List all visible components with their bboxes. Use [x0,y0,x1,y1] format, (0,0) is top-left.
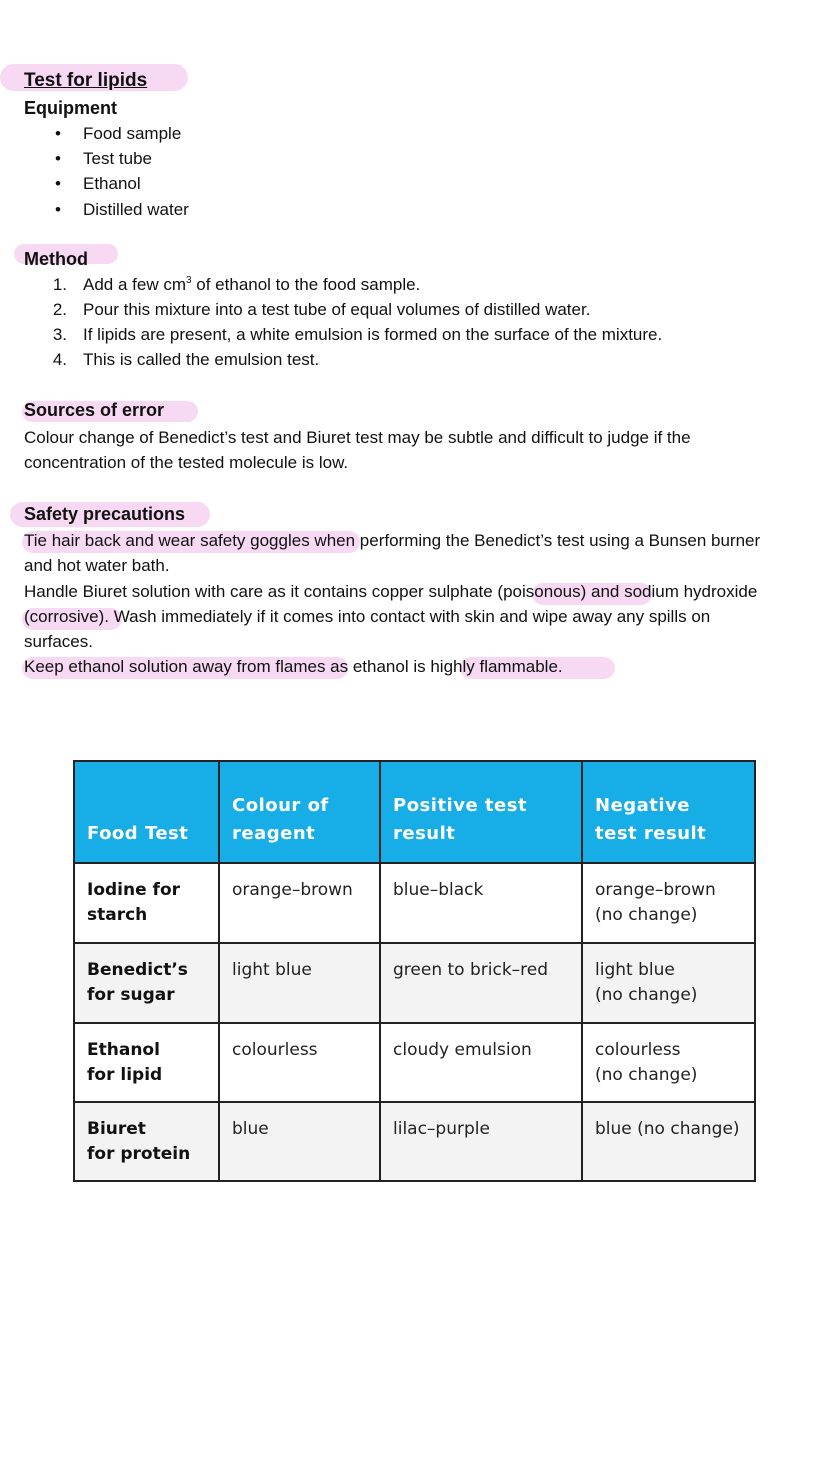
table-cell [582,1023,755,1102]
list-item: • Distilled water [83,197,189,222]
paragraph-line: (corrosive). Wash immediately if it comes into contact with skin and wipe away any spills on [24,607,711,626]
list-item [45,297,590,322]
step-text: This is called the emulsion test. [83,350,320,369]
cell-text: light blue [232,960,312,980]
paragraph-line: Handle Biuret solution with care as it contains copper sulphate (poisonous) and sodium hydroxide [24,582,758,601]
table-cell [74,1102,219,1181]
header-text: Food Test [87,823,189,844]
step-text: If lipids are present, a white emulsion is formed on the surface of the mixture. [83,325,663,344]
cell-text: for lipid [87,1065,163,1085]
table-cell [219,863,380,943]
cell-text: orange–brown [232,880,353,900]
header-text: result [393,823,456,844]
header-colour-of-reagent [219,761,380,863]
cell-text: blue–black [393,880,484,900]
paragraph-line: concentration of the tested molecule is low. [24,453,349,472]
cell-text: (no change) [595,1065,698,1085]
step-number: 3. [52,325,67,344]
table-cell [380,863,582,943]
table-cell [74,943,219,1023]
table-cell [74,863,219,943]
paragraph-line: Keep ethanol solution away from flames as ethanol is highly flammable. [24,657,563,676]
step-text: Pour this mixture into a test tube of equal volumes of distilled water. [83,300,591,319]
table-cell [380,1102,582,1181]
header-text: reagent [232,823,316,844]
step-number: 4. [52,350,67,369]
table-header-row [74,761,755,863]
cell-text: Iodine for [87,880,181,900]
list-item [45,322,662,347]
list-item [45,272,420,297]
cell-text: for sugar [87,985,175,1005]
cell-text: (no change) [595,905,698,925]
safety-heading: Safety precautions [24,504,186,524]
food-test-table [73,760,756,1182]
cell-text: starch [87,905,148,925]
paragraph-line: Colour change of Benedict’s test and Biuret test may be subtle and difficult to judge if the [24,428,691,447]
list-item: • Food sample [83,121,181,146]
table-cell [74,1023,219,1102]
header-text: Positive test [393,795,528,816]
cell-text: Biuret [87,1119,146,1139]
cell-text: Benedict’s [87,960,188,980]
cell-text: colourless [595,1040,681,1060]
table-row [74,863,755,943]
cell-text: blue (no change) [595,1119,740,1139]
cell-text: blue [232,1119,269,1139]
header-positive-result [380,761,582,863]
cell-text: colourless [232,1040,318,1060]
cell-text: (no change) [595,985,698,1005]
table-cell [219,1102,380,1181]
table-row [74,1102,755,1181]
table-cell [582,943,755,1023]
table-cell [380,943,582,1023]
paragraph-line: and hot water bath. [24,556,170,575]
cell-text: green to brick–red [393,960,549,980]
list-item: • Test tube [83,146,152,171]
header-text: test result [595,823,707,844]
header-text: Negative [595,795,691,816]
cell-text: light blue [595,960,675,980]
header-negative-result [582,761,755,863]
step-text: of ethanol to the food sample. [191,275,421,294]
paragraph-line: Tie hair back and wear safety goggles when performing the Benedict’s test using a Bunsen burner [24,531,761,550]
cell-text: cloudy emulsion [393,1040,532,1060]
sources-heading: Sources of error [24,400,165,420]
superscript: 3 [186,275,192,286]
method-heading: Method [24,249,88,269]
table-row [74,1023,755,1102]
step-text: Add a few cm [83,275,186,294]
header-food-test [74,761,219,863]
table-cell [582,1102,755,1181]
table-row [74,943,755,1023]
cell-text: orange–brown [595,880,716,900]
paragraph-line: surfaces. [24,632,93,651]
header-text: Colour of [232,795,329,816]
table-cell [380,1023,582,1102]
table-cell [219,1023,380,1102]
list-item: • Ethanol [83,171,141,196]
equipment-heading: Equipment [24,98,117,118]
cell-text: Ethanol [87,1040,160,1060]
cell-text: for protein [87,1144,191,1164]
step-number: 1. [52,275,67,294]
table-cell [582,863,755,943]
table-cell [219,943,380,1023]
step-number: 2. [52,300,67,319]
list-item [45,347,319,372]
section-title: Test for lipids [24,70,148,91]
cell-text: lilac–purple [393,1119,490,1139]
